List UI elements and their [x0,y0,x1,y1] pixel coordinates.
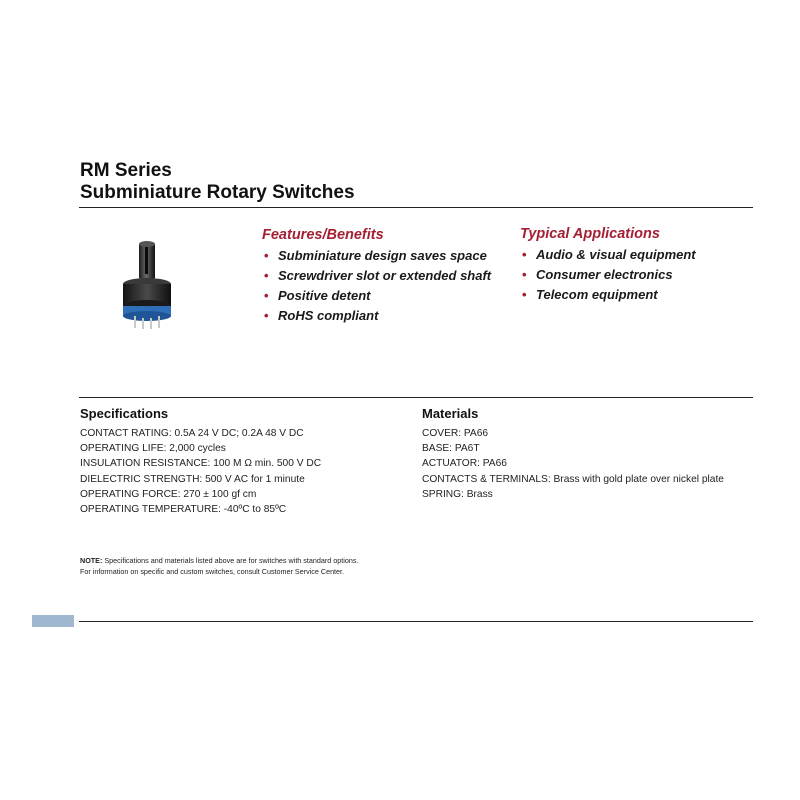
page-title [80,160,355,204]
specifications-list [80,426,321,517]
bullet-icon: • [522,287,527,302]
bullet-icon: • [522,267,527,282]
material-item: COVER: PA66 [422,428,489,439]
features-heading: Features/Benefits [262,227,384,243]
divider-bottom [79,621,753,622]
specifications-heading: Specifications [80,406,169,421]
title-series: RM Series [80,160,172,181]
applications-list [520,245,696,305]
section-tab [32,615,74,627]
spec-item: OPERATING TEMPERATURE: -40ºC to 85ºC [80,504,287,516]
spec-item: OPERATING FORCE: 270 ± 100 gf cm [80,488,257,500]
material-item: SPRING: Brass [422,488,493,500]
spec-item: INSULATION RESISTANCE: 100 M Ω min. 500 V DC [80,458,322,470]
bullet-icon: • [264,248,269,263]
note-line-1: Specifications and materials listed above are for switches with standard options. [102,556,359,565]
list-item: • RoHS compliant [262,306,491,326]
list-item: • Screwdriver slot or extended shaft [262,266,491,286]
list-item: • Telecom equipment [520,285,696,305]
material-item: ACTUATOR: PA66 [422,458,507,470]
spec-item: OPERATING LIFE: 2,000 cycles [80,443,226,455]
features-list [262,246,491,326]
spec-item: DIELECTRIC STRENGTH: 500 V AC for 1 minute [80,473,305,485]
note-line-2: For information on specific and custom switches, consult Customer Service Center. [80,567,345,576]
bullet-icon: • [522,247,527,262]
rotary-switch-image [112,238,182,330]
bullet-icon: • [264,288,269,303]
bullet-icon: • [264,268,269,283]
divider-top [79,207,753,208]
divider-middle [79,397,753,398]
material-item: BASE: PA6T [422,443,480,455]
list-item: • Consumer electronics [520,265,696,285]
spec-item: CONTACT RATING: 0.5A 24 V DC; 0.2A 48 V DC [80,428,304,439]
materials-list [422,426,724,502]
list-item: • Subminiature design saves space [262,246,491,266]
list-item: • Audio & visual equipment [520,245,696,265]
list-item: • Positive detent [262,286,491,306]
bullet-icon: • [264,308,269,323]
title-product: Subminiature Rotary Switches [80,182,355,203]
materials-heading: Materials [422,406,479,421]
footnote [80,555,358,577]
note-label: NOTE: [80,556,103,565]
applications-heading: Typical Applications [520,226,660,242]
material-item: CONTACTS & TERMINALS: Brass with gold plate over nickel plate [422,473,724,485]
